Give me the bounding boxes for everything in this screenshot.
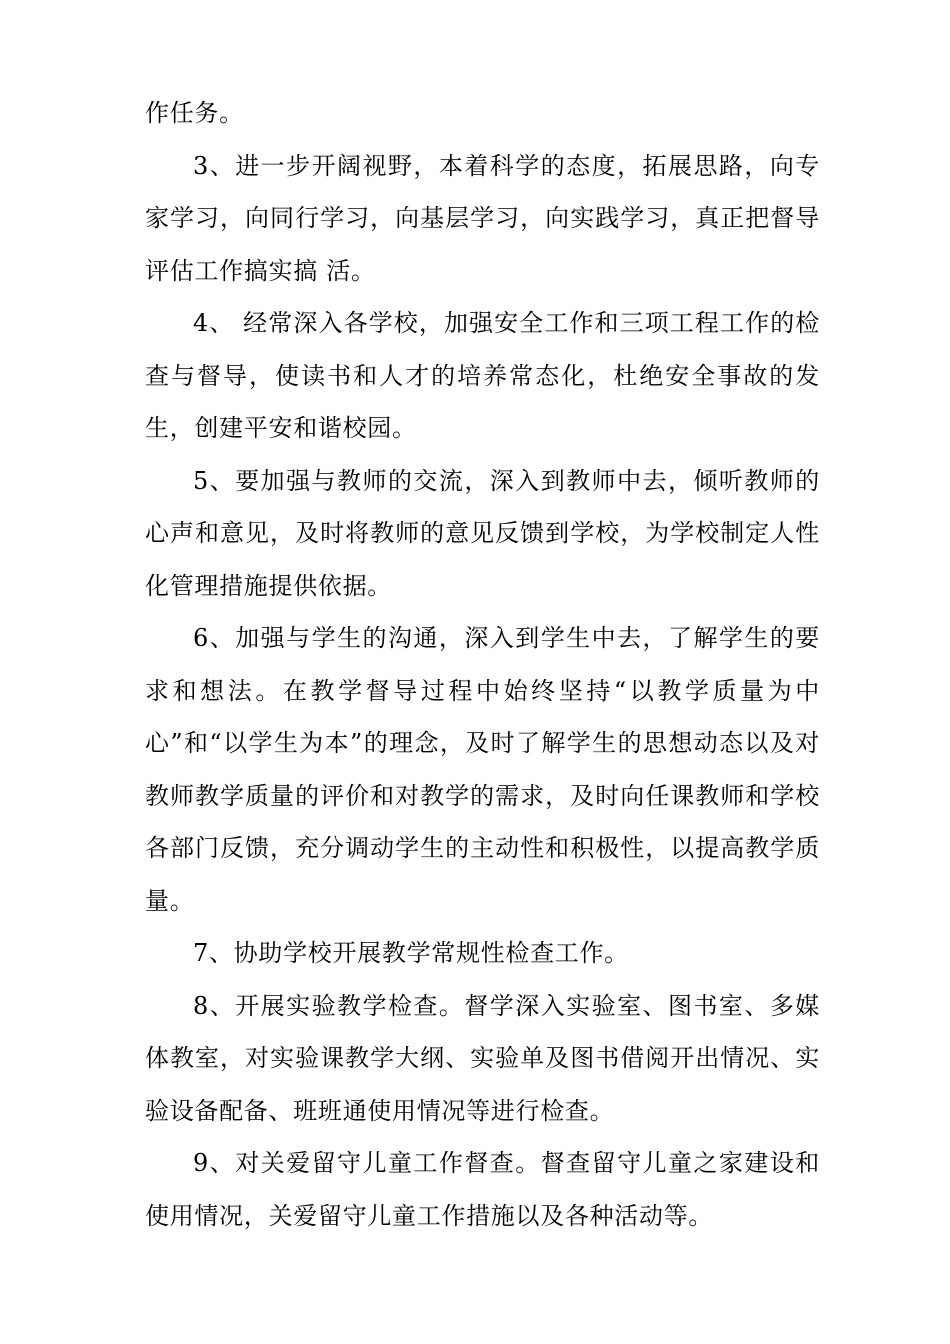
- paragraph-item-7: 7、协助学校开展教学常规性检查工作。: [193, 939, 629, 967]
- paragraph-item-8: 8、开展实验教学检查。督学深入实验室、图书室、多媒体教室，对实验课教学大纲、实验单及图书借阅开出情况、实验设备配备、班班通使用情况等进行检查。: [145, 991, 820, 1125]
- paragraph-item-5: 5、要加强与教师的交流，深入到教师中去，倾听教师的心声和意见，及时将教师的意见反馈到学校，为学校制定人性化管理措施提供依据。: [145, 466, 820, 600]
- paragraph-item-6: 6、加强与学生的沟通，深入到学生中去，了解学生的要求和想法。在教学督导过程中始终坚持“以教学质量为中心”和“以学生为本”的理念，及时了解学生的思想动态以及对教师教学质量的评价和对教学的需求，及时向任课教师和学校各部门反馈，充分调动学生的主动性和积极性，以提高教学质量。: [145, 624, 820, 915]
- paragraph-item-9: 9、对关爱留守儿童工作督查。督查留守儿童之家建设和使用情况，关爱留守儿童工作措施以及各种活动等。: [145, 1149, 820, 1230]
- paragraph-item-3: 3、进一步开阔视野，本着科学的态度，拓展思路，向专家学习，向同行学习，向基层学习，向实践学习，真正把督导评估工作搞实搞 活。: [145, 151, 820, 285]
- paragraph-item-4: 4、 经常深入各学校，加强安全工作和三项工程工作的检查与督导，使读书和人才的培养常态化，杜绝安全事故的发生，创建平安和谐校园。: [145, 309, 820, 442]
- paragraph-continuation: 作任务。: [145, 99, 244, 127]
- document-body: [145, 87, 820, 1242]
